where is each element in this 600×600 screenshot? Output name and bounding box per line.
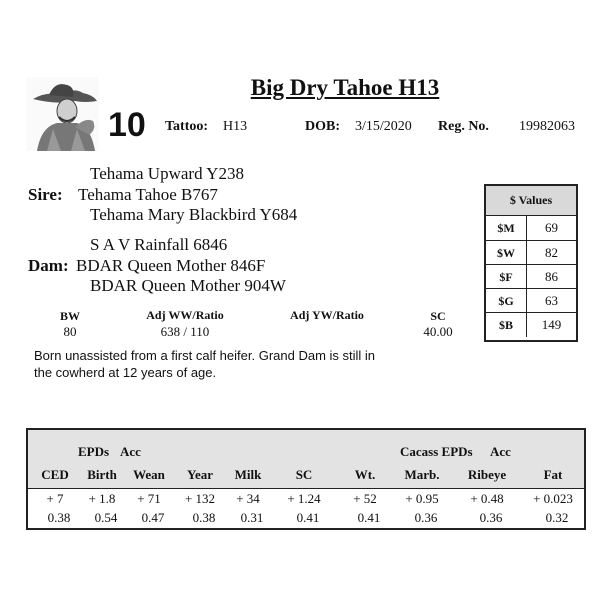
notes-text: Born unassisted from a first calf heifer. Grand Dam is still in the cowherd at 12 years of age. — [34, 348, 376, 380]
epd-value: + 1.8 — [88, 491, 116, 506]
dollar-values-title: $ Values — [486, 186, 576, 216]
dollar-value: 82 — [545, 245, 558, 260]
dollar-value-label: $G — [486, 289, 527, 313]
epd-accuracy: 0.41 — [296, 510, 320, 525]
bw-value: 80 — [63, 324, 77, 339]
carcass-acc-label: Acc — [490, 444, 511, 459]
epd-value: + 71 — [137, 491, 161, 506]
sc-value: 40.00 — [423, 324, 453, 339]
epd-value: + 0.023 — [533, 491, 573, 506]
epd-column-header: Wean — [133, 467, 165, 482]
adj-ww-header: Adj WW/Ratio — [146, 308, 224, 322]
dollar-value-row — [486, 216, 576, 240]
reg-no-value: 19982063 — [519, 119, 575, 134]
epd-column-header: Ribeye — [467, 467, 507, 482]
lot-number: 10 — [108, 106, 146, 144]
epd-value: + 1.24 — [287, 491, 321, 506]
dollar-value: 69 — [545, 220, 558, 235]
dam-sire: S A V Rainfall 6846 — [90, 235, 228, 254]
epd-accuracy: 0.54 — [94, 510, 118, 525]
sire-name: Tehama Tahoe B767 — [78, 185, 218, 204]
epd-column-header: Birth — [87, 467, 117, 482]
dob-label: DOB: — [305, 119, 340, 134]
epd-accuracy: 0.38 — [47, 510, 71, 525]
adj-ww-value: 638 / 110 — [160, 324, 210, 339]
epds-acc-label: Acc — [120, 444, 141, 459]
carcass-epds-group-label: Cacass EPDs — [400, 444, 473, 459]
dob-value: 3/15/2020 — [355, 119, 412, 134]
epd-value: + 0.95 — [405, 491, 439, 506]
dollar-value: 149 — [541, 317, 562, 332]
reg-no-label: Reg. No. — [438, 119, 489, 134]
animal-name-title: Big Dry Tahoe H13 — [250, 75, 440, 100]
epd-accuracy: 0.36 — [479, 510, 503, 525]
dam-label: Dam: — [28, 256, 69, 275]
dollar-value-label: $W — [486, 241, 527, 265]
epd-accuracy: 0.31 — [240, 510, 264, 525]
epd-column-header: SC — [295, 467, 313, 482]
sc-header: SC — [430, 309, 446, 323]
sire-dam: Tehama Mary Blackbird Y684 — [90, 205, 298, 224]
epd-accuracy: 0.32 — [545, 510, 569, 525]
dollar-value: 86 — [545, 269, 558, 284]
epd-value: + 34 — [236, 491, 260, 506]
epd-column-header: Milk — [234, 467, 262, 482]
dollar-value-row — [486, 288, 576, 313]
dollar-value-row — [486, 240, 576, 265]
dollar-value-label: $F — [486, 265, 527, 289]
dollar-value-label: $B — [486, 313, 527, 337]
dam-name: BDAR Queen Mother 846F — [76, 256, 266, 275]
epd-accuracy: 0.41 — [357, 510, 381, 525]
dollar-value: 63 — [545, 293, 558, 308]
epd-accuracy: 0.47 — [141, 510, 165, 525]
epd-accuracy: 0.36 — [414, 510, 438, 525]
epd-column-header: Wt. — [354, 467, 376, 482]
epds-group-label: EPDs — [78, 444, 110, 459]
epd-value: + 7 — [46, 491, 64, 506]
dollar-value-row — [486, 264, 576, 289]
epd-value: + 0.48 — [470, 491, 504, 506]
adj-yw-header: Adj YW/Ratio — [290, 308, 364, 322]
epd-column-header: CED — [41, 467, 69, 482]
epd-column-header: Marb. — [404, 467, 440, 482]
epd-column-header: Fat — [543, 467, 563, 482]
sire-label: Sire: — [28, 185, 63, 204]
epd-column-header: Year — [187, 467, 213, 482]
epd-value: + 52 — [353, 491, 377, 506]
dollar-value-label: $M — [486, 216, 527, 240]
epd-value: + 132 — [184, 491, 216, 506]
dam-dam: BDAR Queen Mother 904W — [90, 276, 286, 295]
tattoo-value: H13 — [223, 119, 248, 134]
dollar-values-box — [484, 184, 578, 342]
epd-table — [26, 428, 586, 530]
tattoo-label: Tattoo: — [165, 119, 209, 134]
bw-header: BW — [59, 309, 80, 323]
epd-accuracy: 0.38 — [192, 510, 216, 525]
dollar-value-row — [486, 312, 576, 337]
sire-sire: Tehama Upward Y238 — [90, 164, 244, 183]
